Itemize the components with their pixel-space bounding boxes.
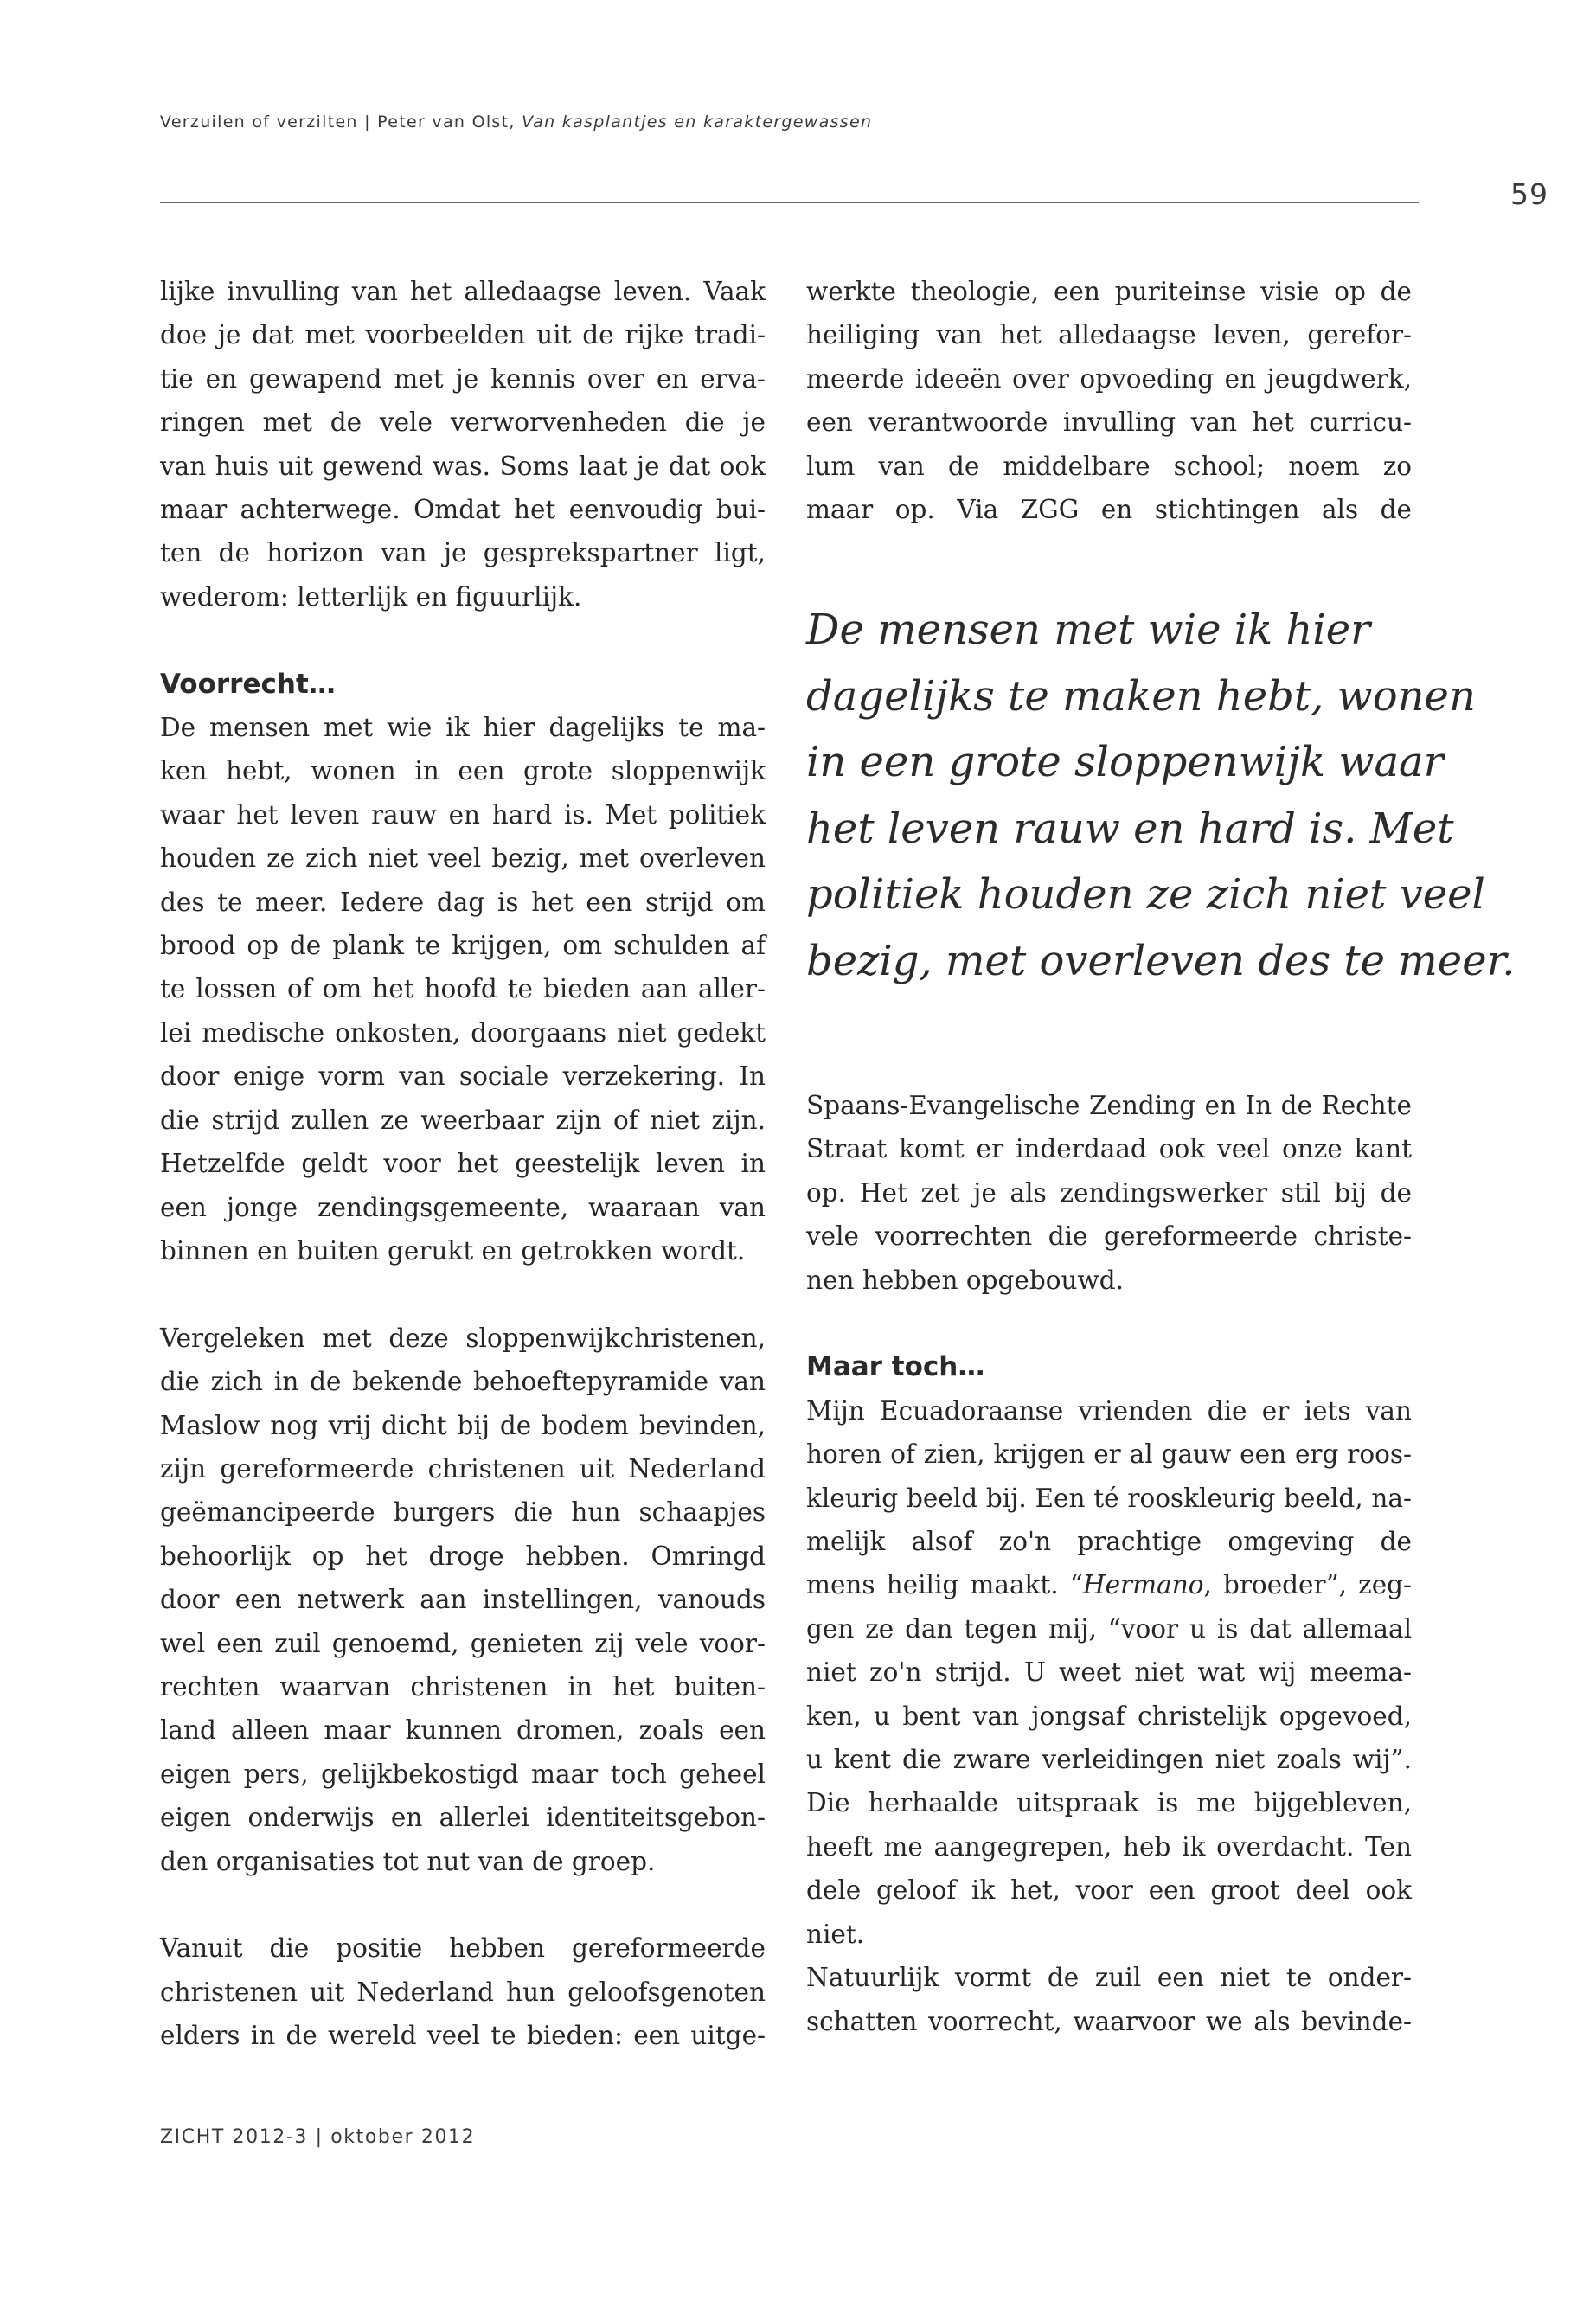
- section-heading-voorrecht: Voorrecht…: [160, 668, 336, 700]
- text-line: Maslow nog vrij dicht bij de bodem bevinden,: [160, 1410, 766, 1440]
- text-line: lijke invulling van het alledaagse leven. Vaak: [160, 277, 766, 306]
- italic-word-hermano: Hermano: [1082, 1570, 1204, 1600]
- text-line: wel een zuil genoemd, genieten zij vele voor-: [160, 1628, 766, 1658]
- text-line: door een netwerk aan instellingen, vanouds: [160, 1585, 766, 1615]
- text-line: werkte theologie, een puriteinse visie op de: [806, 277, 1412, 306]
- text-line: brood op de plank te krijgen, om schulden af: [160, 931, 766, 961]
- text-line: elders in de wereld veel te bieden: een uitge-: [160, 2021, 766, 2051]
- paragraph-gap: [160, 619, 766, 662]
- text-fragment: mens heilig maakt. “: [806, 1570, 1083, 1600]
- footer-date: oktober 2012: [330, 2126, 476, 2148]
- left-column: [160, 270, 766, 2058]
- text-line: u kent die zware verleidingen niet zoals wij”.: [806, 1745, 1412, 1775]
- pull-quote-line: dagelijks te maken hebt, wonen: [806, 671, 1476, 721]
- right-column-top: [806, 270, 1412, 531]
- text-line: lum van de middelbare school; noem zo: [806, 451, 1412, 481]
- text-line: maar op. Via ZGG en stichtingen als de: [806, 495, 1412, 525]
- text-line: niet zo'n strijd. U weet niet wat wij meema-: [806, 1657, 1412, 1688]
- text-line: Die herhaalde uitspraak is me bijgebleven,: [806, 1788, 1412, 1818]
- pull-quote-line: bezig, met overleven des te meer.: [806, 936, 1516, 985]
- text-line: eigen onderwijs en allerlei identiteitsgebon-: [160, 1803, 766, 1833]
- text-line: door enige vorm van sociale verzekering. In: [160, 1061, 766, 1092]
- text-line: op. Het zet je als zendingswerker stil bij de: [806, 1177, 1412, 1208]
- text-line: dele geloof ik het, voor een groot deel ook: [806, 1875, 1412, 1906]
- text-line: schatten voorrecht, waarvoor we als bevinde-: [806, 2006, 1412, 2036]
- text-line: Spaans-Evangelische Zending en In de Rechte: [806, 1091, 1412, 1120]
- footer-separator: |: [315, 2126, 324, 2148]
- text-line: Vergeleken met deze sloppenwijkchristenen,: [160, 1323, 766, 1353]
- pull-quote: [806, 597, 1516, 994]
- text-line: zijn gereformeerde christenen uit Nederland: [160, 1453, 766, 1484]
- text-line: heiliging van het alledaagse leven, gerefor-: [806, 320, 1412, 350]
- header-article-title: Van kasplantjes en karaktergewassen: [522, 112, 873, 131]
- paragraph-gap: [160, 1272, 766, 1316]
- text-line: houden ze zich niet veel bezig, met overleven: [160, 843, 766, 874]
- text-line: heeft me aangegrepen, heb ik overdacht. Ten: [806, 1831, 1412, 1862]
- text-line: behoorlijk op het droge hebben. Omringd: [160, 1541, 766, 1571]
- right-column-bottom: [806, 1084, 1412, 2043]
- left-paragraph-2: [160, 706, 766, 1272]
- header-author: Peter van Olst,: [377, 112, 516, 131]
- text-line: eigen pers, gelijkbekostigd maar toch geheel: [160, 1759, 766, 1789]
- left-paragraph-1: [160, 270, 766, 619]
- section-heading-maar-toch: Maar toch…: [806, 1351, 985, 1383]
- text-line: Mijn Ecuadoraanse vrienden die er iets van: [806, 1395, 1412, 1426]
- page-footer: [160, 2126, 475, 2148]
- text-line: binnen en buiten gerukt en getrokken wordt.: [160, 1235, 746, 1266]
- text-line: christenen uit Nederland hun geloofsgenoten: [160, 1977, 766, 2007]
- right-paragraph-1: [806, 270, 1412, 531]
- text-line: horen of zien, krijgen er al gauw een erg roos-: [806, 1439, 1412, 1470]
- paragraph-gap: [806, 1302, 1412, 1345]
- text-line: niet.: [806, 1919, 865, 1949]
- text-line: waar het leven rauw en hard is. Met politiek: [160, 799, 766, 830]
- left-paragraph-3: [160, 1317, 766, 1883]
- text-line: vele voorrechten die gereformeerde christe-: [806, 1221, 1412, 1252]
- page-number: 59: [1510, 177, 1548, 211]
- text-fragment: , broeder”, zeg-: [1203, 1570, 1413, 1600]
- text-line: ken hebt, wonen in een grote sloppenwijk: [160, 756, 766, 786]
- text-line: nen hebben opgebouwd.: [806, 1265, 1125, 1295]
- left-paragraph-4: [160, 1926, 766, 2057]
- text-line: melijk alsof zo'n prachtige omgeving de: [806, 1527, 1412, 1557]
- text-line: Straat komt er inderdaad ook veel onze kant: [806, 1134, 1412, 1164]
- pull-quote-line: politiek houden ze zich niet veel: [806, 870, 1485, 919]
- text-line: geëmancipeerde burgers die hun schaapjes: [160, 1497, 766, 1528]
- right-paragraph-3: [806, 1389, 1412, 1956]
- text-line: des te meer. Iedere dag is het een strijd om: [160, 887, 766, 917]
- text-line: Vanuit die positie hebben gereformeerde: [160, 1933, 766, 1964]
- right-paragraph-4: [806, 1956, 1412, 2043]
- text-line: een verantwoorde invulling van het curricu-: [806, 407, 1412, 438]
- footer-journal: ZICHT 2012-3: [160, 2126, 309, 2148]
- pull-quote-line: De mensen met wie ik hier: [806, 606, 1371, 654]
- text-line: den organisaties tot nut van de groep.: [160, 1846, 656, 1876]
- pull-quote-line: het leven rauw en hard is. Met: [806, 804, 1454, 853]
- header-separator: |: [364, 112, 371, 131]
- text-line: doe je dat met voorbeelden uit de rijke tradi-: [160, 320, 766, 350]
- text-line: maar achterwege. Omdat het eenvoudig bui-: [160, 495, 766, 525]
- text-line: tie en gewapend met je kennis over en erva-: [160, 363, 766, 394]
- text-line: wederom: letterlijk en figuurlijk.: [160, 581, 582, 612]
- pull-quote-line: in een grote sloppenwijk waar: [806, 738, 1444, 786]
- paragraph-gap: [160, 1883, 766, 1926]
- running-header: [160, 112, 1423, 131]
- text-line: [806, 1563, 1412, 1606]
- text-line: De mensen met wie ik hier dagelijks te ma-: [160, 713, 766, 743]
- text-line: Hetzelfde geldt voor het geestelijk leven in: [160, 1149, 766, 1179]
- text-line: Natuurlijk vormt de zuil een niet te onder-: [806, 1963, 1412, 1993]
- text-line: te lossen of om het hoofd te bieden aan aller-: [160, 974, 766, 1004]
- text-line: rechten waarvan christenen in het buiten-: [160, 1671, 766, 1702]
- text-line: ken, u bent van jongsaf christelijk opgevoed,: [806, 1701, 1412, 1731]
- text-line: kleurig beeld bij. Een té rooskleurig beeld, na-: [806, 1483, 1412, 1513]
- text-line: een jonge zendingsgemeente, waaraan van: [160, 1192, 766, 1222]
- header-rule: [160, 202, 1419, 203]
- text-line: die zich in de bekende behoeftepyramide van: [160, 1367, 766, 1397]
- right-paragraph-2: [806, 1084, 1412, 1302]
- text-line: ten de horizon van je gesprekspartner ligt,: [160, 538, 766, 568]
- text-line: meerde ideeën over opvoeding en jeugdwerk,: [806, 363, 1412, 394]
- running-title: Verzuilen of verzilten: [160, 112, 358, 131]
- text-line: land alleen maar kunnen dromen, zoals een: [160, 1715, 766, 1746]
- text-line: lei medische onkosten, doorgaans niet gedekt: [160, 1017, 766, 1048]
- text-line: die strijd zullen ze weerbaar zijn of niet zijn.: [160, 1105, 766, 1135]
- text-line: gen ze dan tegen mij, “voor u is dat allemaal: [806, 1613, 1412, 1644]
- text-line: van huis uit gewend was. Soms laat je dat ook: [160, 451, 766, 481]
- text-line: ringen met de vele verworvenheden die je: [160, 407, 766, 438]
